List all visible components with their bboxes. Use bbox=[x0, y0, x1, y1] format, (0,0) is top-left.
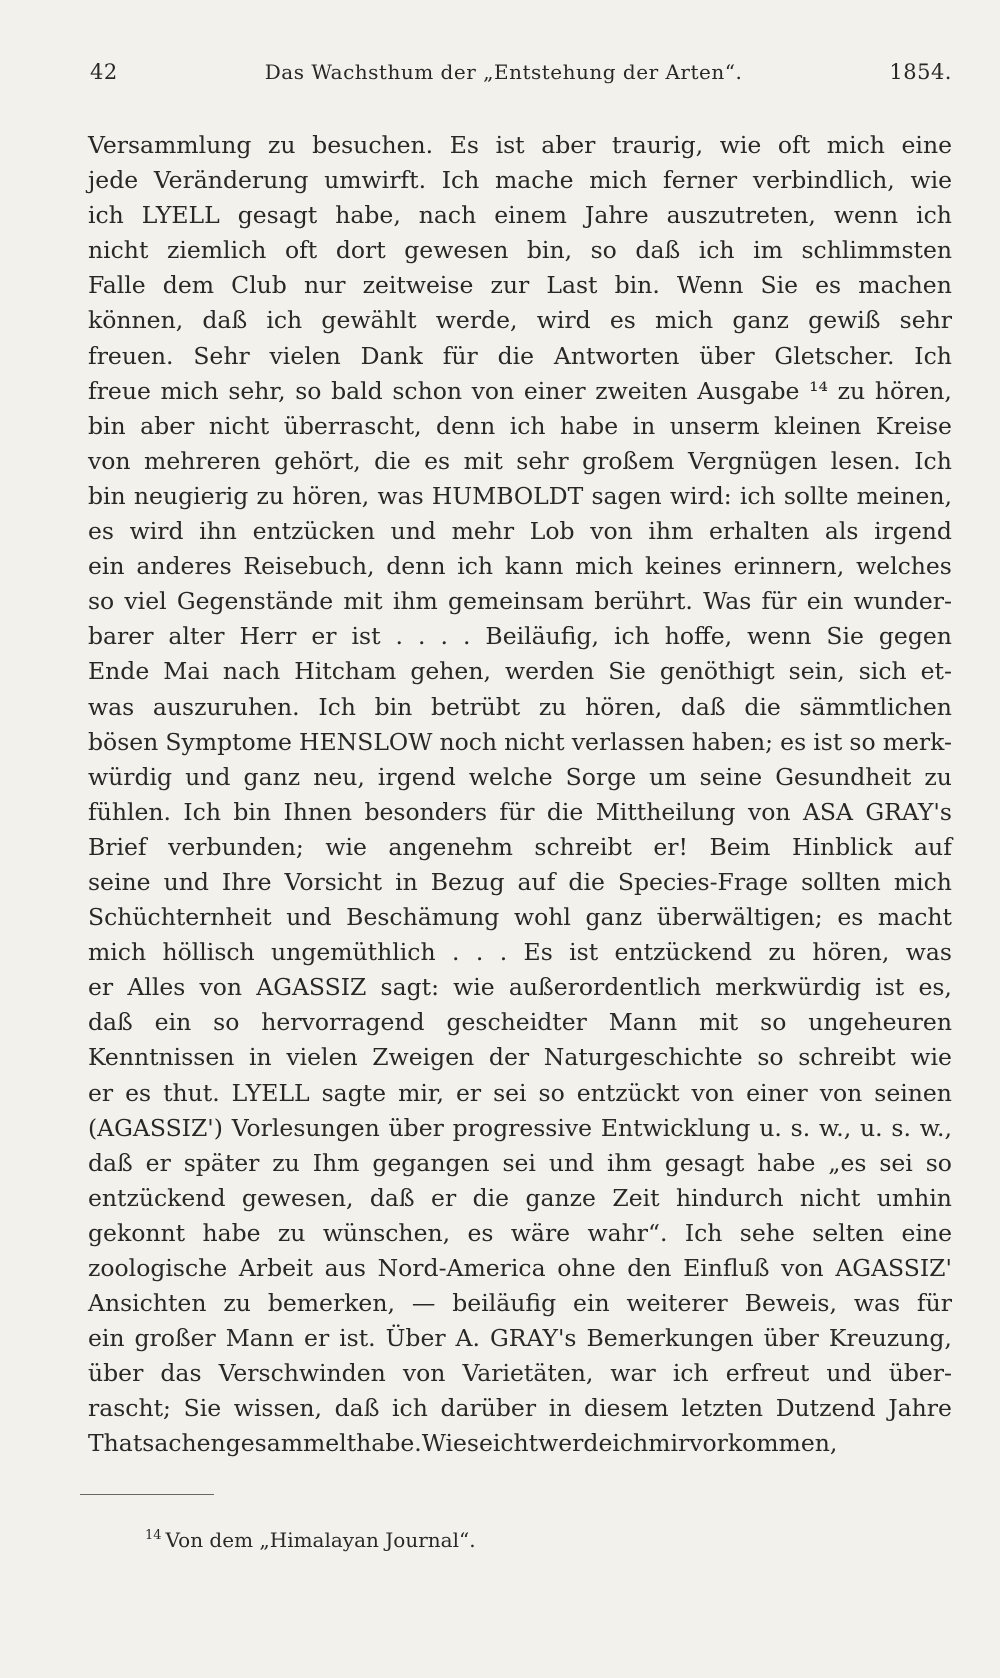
text-line: daß er später zu Ihm gegangen sei und ihm gesagt habe „es sei so bbox=[88, 1148, 952, 1177]
text-line: freue mich sehr, so bald schon von einer zweiten Ausgabe ¹⁴ zu hören, bbox=[88, 376, 952, 405]
text-line: Ende Mai nach Hitcham gehen, werden Sie genöthigt sein, sich et- bbox=[88, 657, 952, 686]
text-line: ein anderes Reisebuch, denn ich kann mich keines erinnern, welches bbox=[88, 552, 952, 581]
text-line: daß ein so hervorragend gescheidter Mann mit so ungeheuren bbox=[88, 1008, 952, 1037]
text-line: fühlen. Ich bin Ihnen besonders für die Mittheilung von ASA GRAY's bbox=[88, 797, 952, 826]
text-line: Versammlung zu besuchen. Es ist aber traurig, wie oft mich eine bbox=[88, 131, 952, 159]
footnote-number: 14 bbox=[145, 1528, 162, 1543]
footnote bbox=[145, 1520, 476, 1556]
text-line: (AGASSIZ') Vorlesungen über progressive Entwicklung u. s. w., u. s. w., bbox=[88, 1113, 952, 1142]
text-line: jede Veränderung umwirft. Ich mache mich ferner verbindlich, wie bbox=[88, 166, 952, 195]
text-line: er Alles von AGASSIZ sagt: wie außerordentlich merkwürdig ist es, bbox=[88, 973, 952, 1002]
text-line: würdig und ganz neu, irgend welche Sorge um seine Gesundheit zu bbox=[88, 762, 952, 791]
text-line: rascht; Sie wissen, daß ich darüber in diesem letzten Dutzend Jahre bbox=[88, 1394, 952, 1423]
running-header bbox=[90, 60, 952, 100]
text-line: Falle dem Club nur zeitweise zur Last bin. Wenn Sie es machen bbox=[88, 271, 952, 300]
text-line: entzückend gewesen, daß er die ganze Zeit hindurch nicht umhin bbox=[88, 1183, 952, 1212]
text-line: Schüchternheit und Beschämung wohl ganz überwältigen; es macht bbox=[88, 903, 952, 932]
text-line: bin aber nicht überrascht, denn ich habe in unserm kleinen Kreise bbox=[88, 411, 952, 440]
text-line: von mehreren gehört, die es mit sehr großem Vergnügen lesen. Ich bbox=[88, 446, 952, 475]
text-line: können, daß ich gewählt werde, wird es mich ganz gewiß sehr bbox=[88, 306, 952, 335]
text-line: es wird ihn entzücken und mehr Lob von ihm erhalten als irgend bbox=[88, 517, 952, 546]
header-year: 1854. bbox=[889, 60, 952, 84]
text-line: gekonnt habe zu wünschen, es wäre wahr“. Ich sehe selten eine bbox=[88, 1218, 952, 1247]
text-line: Kenntnissen in vielen Zweigen der Naturgeschichte so schreibt wie bbox=[88, 1043, 952, 1072]
text-line: barer alter Herr er ist . . . . Beiläufig, ich hoffe, wenn Sie gegen bbox=[88, 622, 952, 651]
text-line: so viel Gegenstände mit ihm gemeinsam berührt. Was für ein wunder- bbox=[88, 587, 952, 616]
text-line: Thatsachen gesammelt habe. Wie seicht werde ich mir vorkommen, bbox=[88, 1429, 838, 1458]
text-line: Brief verbunden; wie angenehm schreibt er! Beim Hinblick auf bbox=[88, 832, 952, 861]
text-line: ich LYELL gesagt habe, nach einem Jahre auszutreten, wenn ich bbox=[88, 201, 952, 230]
text-line: er es thut. LYELL sagte mir, er sei so entzückt von einer von seinen bbox=[88, 1078, 952, 1107]
footnote-rule bbox=[80, 1494, 214, 1495]
text-line: zoologische Arbeit aus Nord-America ohne den Einfluß von AGASSIZ' bbox=[88, 1254, 952, 1282]
text-line: Ansichten zu bemerken, — beiläufig ein weiterer Beweis, was für bbox=[88, 1289, 952, 1318]
text-line: bin neugierig zu hören, was HUMBOLDT sagen wird: ich sollte meinen, bbox=[88, 481, 952, 510]
text-line: freuen. Sehr vielen Dank für die Antworten über Gletscher. Ich bbox=[88, 341, 952, 370]
text-line: bösen Symptome HENSLOW noch nicht verlassen haben; es ist so merk- bbox=[88, 727, 952, 756]
running-title: Das Wachsthum der „Entstehung der Arten“. bbox=[264, 60, 743, 84]
page-number: 42 bbox=[90, 60, 118, 84]
text-line: was auszuruhen. Ich bin betrübt zu hören, daß die sämmtlichen bbox=[88, 692, 952, 721]
text-line: seine und Ihre Vorsicht in Bezug auf die Species-Frage sollten mich bbox=[88, 867, 952, 896]
footnote-text: Von dem „Himalayan Journal“. bbox=[165, 1528, 476, 1552]
body-text bbox=[88, 128, 952, 1462]
text-line: mich höllisch ungemüthlich . . . Es ist entzückend zu hören, was bbox=[88, 938, 952, 967]
text-line: ein großer Mann er ist. Über A. GRAY's Bemerkungen über Kreuzung, bbox=[88, 1324, 952, 1353]
text-line: nicht ziemlich oft dort gewesen bin, so daß ich im schlimmsten bbox=[88, 236, 952, 265]
text-line: über das Verschwinden von Varietäten, war ich erfreut und über- bbox=[88, 1359, 952, 1388]
